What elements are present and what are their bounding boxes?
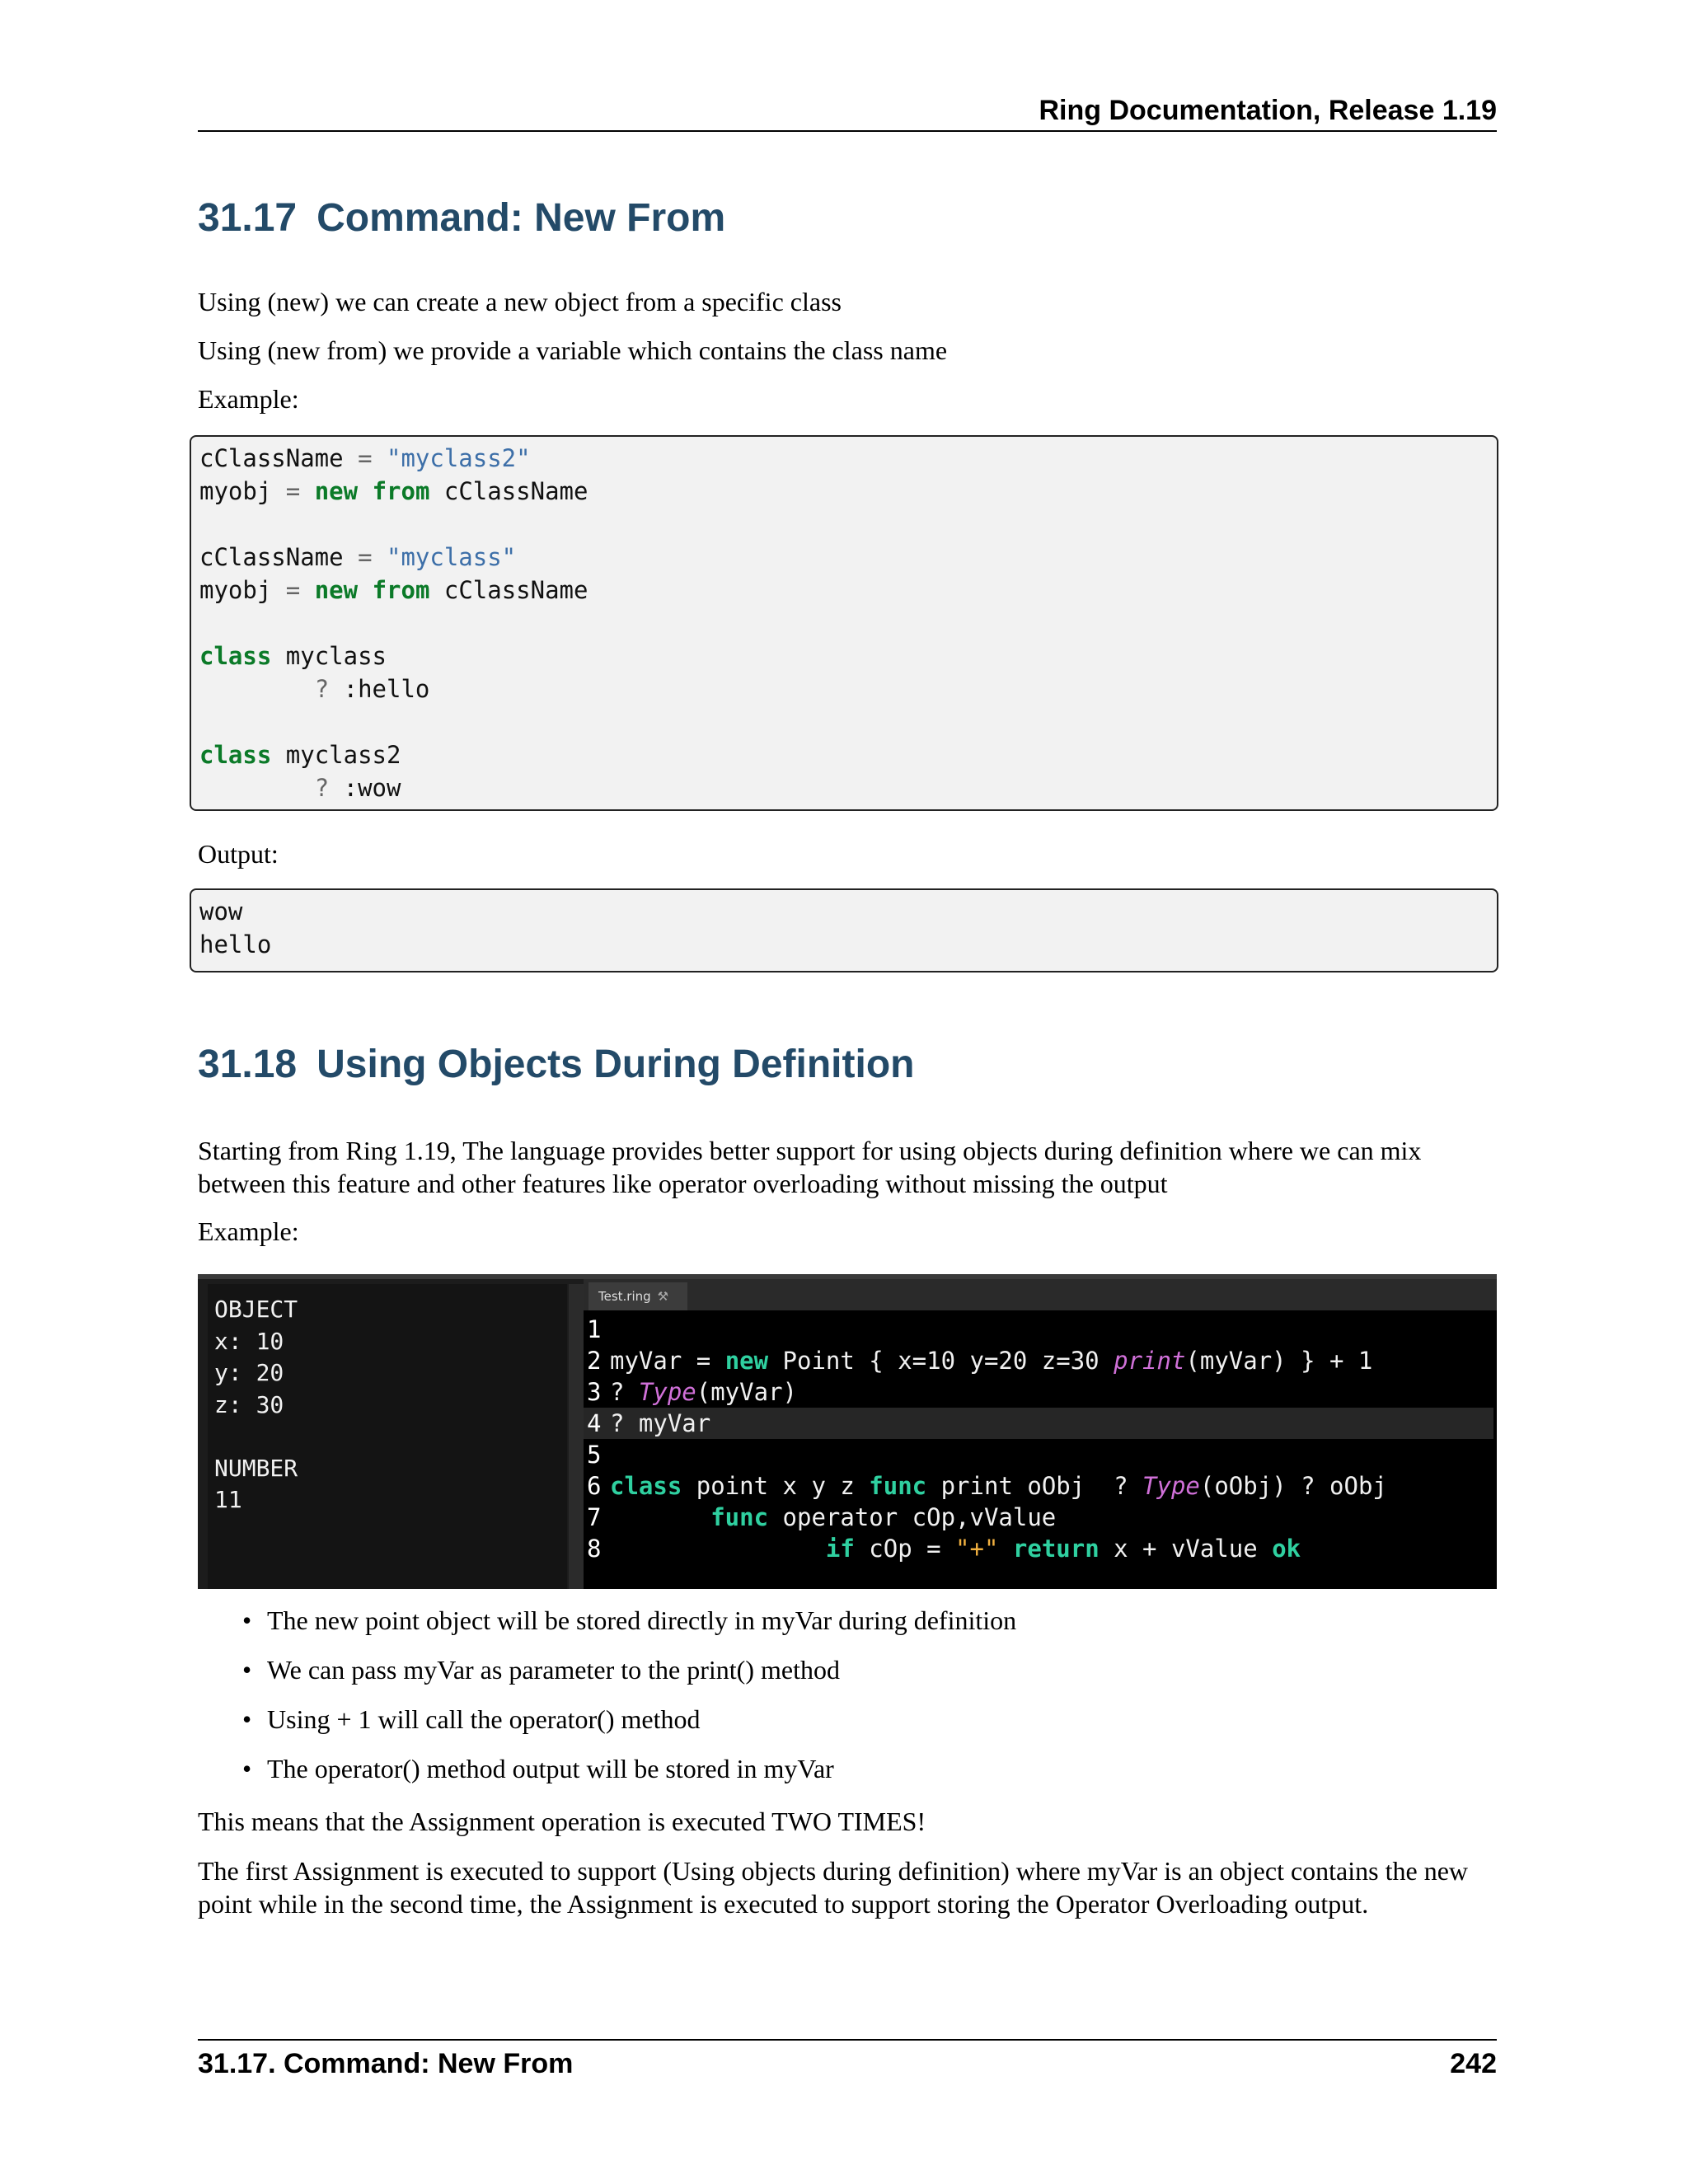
code-token: ?: [314, 774, 330, 802]
code-line: [199, 475, 1497, 508]
code-line: [199, 607, 1497, 640]
bullet-item: • Using + 1 will call the operator() method: [198, 1703, 1016, 1752]
section-number: 31.18: [198, 1043, 298, 1086]
footer-section-title: 31.17. Command: New From: [198, 2048, 574, 2079]
line-number: 6: [587, 1472, 602, 1500]
paragraph: Starting from Ring 1.19, The language provides better support for using objects during definition where we can mix between this feature and other features like operator overloading without missing the output: [198, 1136, 1422, 1198]
code-line: [199, 574, 1497, 607]
paragraph: Using (new) we can create a new object from a specific class: [198, 287, 842, 316]
code-token: (myVar): [696, 1378, 797, 1406]
section-title: Using Objects During Definition: [316, 1043, 915, 1086]
code-token: myobj: [199, 576, 286, 604]
code-token: Type: [638, 1378, 696, 1406]
code-token: x + vValue: [1099, 1535, 1273, 1563]
ide-screenshot: [198, 1274, 1497, 1589]
code-token: cClassName: [429, 477, 588, 505]
ide-code-line: [584, 1439, 1493, 1470]
ide-code-line: [584, 1376, 1493, 1408]
code-line: [199, 541, 1497, 574]
code-token: print: [1114, 1347, 1186, 1375]
code-token: :hello: [329, 675, 430, 703]
code-token: new: [314, 477, 359, 505]
code-token: (myVar) } + 1: [1185, 1347, 1373, 1375]
code-block-output: [190, 888, 1498, 972]
line-number: 8: [587, 1535, 602, 1563]
code-token: from: [372, 576, 430, 604]
ide-output-line: 11: [214, 1486, 242, 1513]
bullet-item: • The new point object will be stored directly in myVar during definition: [198, 1604, 1016, 1653]
paragraph: The first Assignment is executed to support (Using objects during definition) where myVar is an object contains the new point while in the second time, the Assignment is executed to support storing the Operator Overloading output.: [198, 1856, 1468, 1919]
code-block-example: [190, 435, 1498, 811]
bullet-item: • The operator() method output will be stored in myVar: [198, 1752, 1016, 1802]
code-token: [373, 543, 387, 571]
output-line: wow: [199, 898, 243, 926]
pin-icon: ⚒: [657, 1289, 669, 1304]
code-token: Type: [1142, 1472, 1200, 1500]
section-title: Command: New From: [316, 196, 726, 240]
section-number: 31.17: [198, 196, 298, 240]
code-token: ?: [610, 1378, 639, 1406]
code-token: print oObj ?: [926, 1472, 1143, 1500]
code-token: =: [285, 477, 301, 505]
code-token: =: [358, 543, 373, 571]
code-token: [199, 675, 315, 703]
code-token: [610, 1503, 710, 1531]
code-token: ?: [314, 675, 330, 703]
page-number: 242: [1450, 2048, 1497, 2079]
code-token: myobj: [199, 477, 286, 505]
ide-output-line: x: 10: [214, 1327, 284, 1355]
code-token: [358, 576, 372, 604]
code-line: [199, 738, 1497, 771]
ide-code-line: [584, 1314, 1493, 1345]
paragraph: Using (new from) we provide a variable which contains the class name: [198, 335, 948, 365]
example-label: Example:: [198, 1216, 299, 1246]
code-token: [300, 477, 314, 505]
code-token: =: [285, 576, 301, 604]
code-token: [300, 576, 314, 604]
footer-rule: [198, 2039, 1497, 2041]
line-number: 5: [587, 1441, 602, 1469]
code-token: "myclass2": [387, 444, 531, 472]
code-token: :wow: [329, 774, 401, 802]
code-token: cClassName: [429, 576, 588, 604]
code-token: myclass: [271, 642, 387, 670]
line-number: 4: [587, 1409, 602, 1437]
code-token: [610, 1535, 826, 1563]
code-token: operator cOp,vValue: [768, 1503, 1057, 1531]
code-token: [998, 1535, 1012, 1563]
code-token: func: [869, 1472, 927, 1500]
line-number: 3: [587, 1378, 602, 1406]
section-heading-31-18: [198, 1040, 914, 1090]
code-line: [199, 508, 1497, 541]
ide-output-line: y: 20: [214, 1359, 284, 1386]
code-token: ok: [1272, 1535, 1301, 1563]
code-token: Point { x=10 y=20 z=30: [768, 1347, 1114, 1375]
ide-code-editor: [584, 1310, 1497, 1589]
example-label: Example:: [198, 384, 299, 414]
ide-code-line: [584, 1470, 1493, 1502]
code-token: cClassName: [199, 543, 359, 571]
ide-output-line: z: 30: [214, 1390, 284, 1418]
code-token: new: [724, 1347, 769, 1375]
ide-tab-bar: [584, 1279, 1497, 1310]
code-line: [199, 771, 1497, 804]
code-token: ? myVar: [610, 1409, 711, 1437]
bullet-item: • We can pass myVar as parameter to the print() method: [198, 1653, 1016, 1703]
line-number: 2: [587, 1347, 602, 1375]
ide-output-panel: [208, 1284, 567, 1589]
section-heading-31-17: [198, 194, 725, 243]
ide-output-line: OBJECT: [214, 1296, 298, 1323]
ide-code-line: [584, 1502, 1493, 1533]
document-page: [198, 0, 1497, 2184]
code-token: return: [1012, 1535, 1100, 1563]
code-token: class: [199, 741, 272, 769]
ide-code-line: [584, 1345, 1493, 1376]
ide-output-line: NUMBER: [214, 1454, 298, 1482]
code-token: cClassName: [199, 444, 359, 472]
ide-tab-label: Test.ring: [598, 1289, 651, 1304]
line-number: 1: [587, 1315, 602, 1343]
code-line: [199, 673, 1497, 705]
code-token: myclass2: [271, 741, 401, 769]
ide-output-scrollbar: [569, 1284, 584, 1589]
code-line: [199, 705, 1497, 738]
code-token: point x y z: [682, 1472, 870, 1500]
code-token: func: [710, 1503, 769, 1531]
code-token: from: [372, 477, 430, 505]
output-label: Output:: [198, 839, 279, 869]
code-token: [358, 477, 372, 505]
code-token: [199, 774, 315, 802]
line-number: 7: [587, 1503, 602, 1531]
running-header: Ring Documentation, Release 1.19: [1039, 95, 1497, 126]
code-token: if: [825, 1535, 855, 1563]
code-token: class: [610, 1472, 682, 1500]
output-line: hello: [199, 930, 272, 958]
code-token: "myclass": [387, 543, 517, 571]
code-token: =: [358, 444, 373, 472]
header-rule: [198, 130, 1497, 132]
code-token: "+": [955, 1535, 999, 1563]
bullet-list: [198, 1604, 1016, 1802]
code-token: cOp =: [854, 1535, 956, 1563]
code-token: new: [314, 576, 359, 604]
ide-code-line: [584, 1533, 1493, 1564]
ide-tab-test-ring: [588, 1282, 687, 1310]
code-line: [199, 640, 1497, 673]
code-token: (oObj) ? oObj: [1199, 1472, 1387, 1500]
paragraph: This means that the Assignment operation is executed TWO TIMES!: [198, 1807, 926, 1836]
code-token: class: [199, 642, 272, 670]
code-line: [199, 442, 1497, 475]
ide-code-line: [584, 1408, 1493, 1439]
code-token: [373, 444, 387, 472]
ide-output-line: [214, 1421, 567, 1453]
code-token: myVar =: [610, 1347, 725, 1375]
